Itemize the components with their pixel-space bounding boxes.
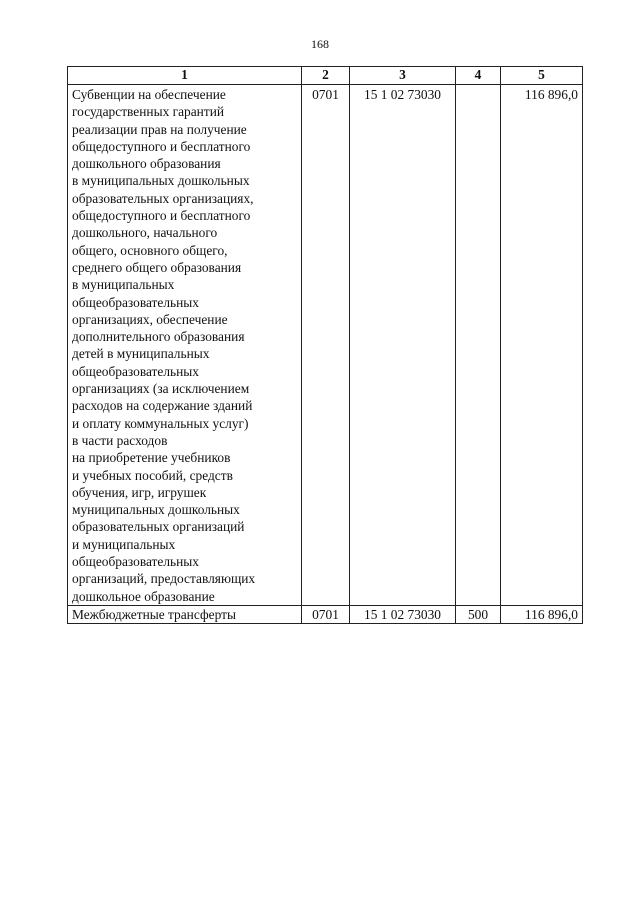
description-line: общеобразовательных — [72, 363, 200, 379]
description-line: дополнительного образования — [72, 329, 245, 345]
column-header-4: 4 — [456, 67, 501, 85]
description-line: общедоступного и бесплатного — [72, 208, 251, 224]
description-line: организациях, обеспечение — [72, 311, 228, 327]
description-line: дошкольного образования — [72, 156, 221, 172]
table-header-row — [68, 67, 583, 85]
description-line: организаций, предоставляющих — [72, 571, 256, 587]
section-code-cell: 0701 — [302, 605, 350, 623]
description-line: и учебных пособий, средств — [72, 467, 233, 483]
target-article-cell: 15 1 02 73030 — [350, 605, 456, 623]
column-header-1: 1 — [68, 67, 302, 85]
description-line: Межбюджетные трансферты — [72, 606, 236, 622]
description-line: детей в муниципальных — [72, 346, 210, 362]
expense-type-cell: 500 — [456, 605, 501, 623]
column-header-5: 5 — [501, 67, 583, 85]
budget-table — [67, 66, 583, 624]
description-line: обучения, игр, игрушек — [72, 484, 207, 500]
description-line: общеобразовательных — [72, 294, 200, 310]
section-code-cell: 0701 — [302, 85, 350, 606]
table-row — [68, 85, 583, 606]
description-line: в части расходов — [72, 432, 168, 448]
target-article-cell: 15 1 02 73030 — [350, 85, 456, 606]
description-line: расходов на содержание зданий — [72, 398, 253, 414]
description-line: общего, основного общего, — [72, 242, 228, 258]
description-line: дошкольное образование — [72, 588, 215, 604]
description-line: в муниципальных — [72, 277, 175, 293]
row-description-cell — [68, 605, 302, 623]
table-row — [68, 605, 583, 623]
amount-cell: 116 896,0 — [501, 85, 583, 606]
description-line: государственных гарантий — [72, 104, 225, 120]
column-header-2: 2 — [302, 67, 350, 85]
description-line: реализации прав на получение — [72, 121, 247, 137]
description-line: среднего общего образования — [72, 259, 242, 275]
description-line: в муниципальных дошкольных — [72, 173, 250, 189]
description-line: Субвенции на обеспечение — [72, 87, 226, 102]
description-line: образовательных организаций — [72, 519, 245, 535]
description-line: и муниципальных — [72, 536, 176, 552]
description-line: на приобретение учебников — [72, 450, 231, 466]
description-line: образовательных организациях, — [72, 190, 254, 206]
description-line: общедоступного и бесплатного — [72, 138, 251, 154]
description-line: и оплату коммунальных услуг) — [72, 415, 249, 431]
row-description-cell — [68, 85, 302, 606]
description-line: муниципальных дошкольных — [72, 502, 240, 518]
column-header-3: 3 — [350, 67, 456, 85]
expense-type-cell — [456, 85, 501, 606]
page-number: 168 — [311, 37, 329, 51]
description-line: организациях (за исключением — [72, 381, 250, 397]
description-line: дошкольного, начального — [72, 225, 218, 241]
amount-cell: 116 896,0 — [501, 605, 583, 623]
description-line: общеобразовательных — [72, 554, 200, 570]
